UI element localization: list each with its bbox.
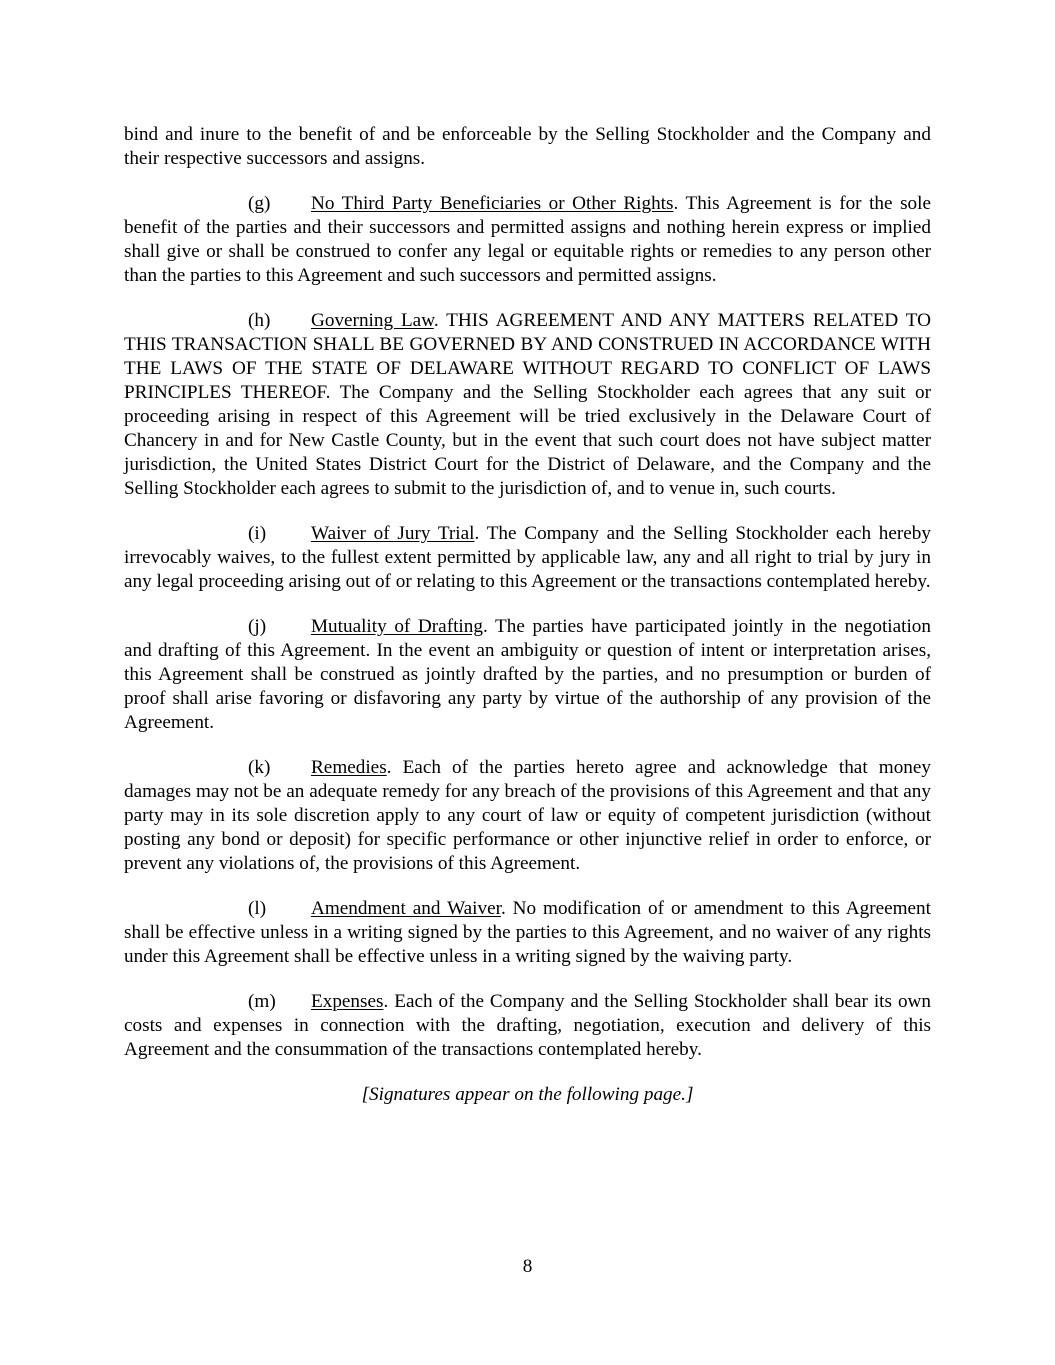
section-k xyxy=(124,756,931,876)
section-heading: Mutuality of Drafting xyxy=(311,616,483,637)
section-heading: Governing Law xyxy=(311,310,434,331)
section-body: . THIS AGREEMENT AND ANY MATTERS RELATED TO THIS TRANSACTION SHALL BE GOVERNED BY AND CONSTRUED IN ACCORDANCE WITH THE LAWS OF THE STATE OF DELAWARE WITHOUT REGARD TO CONFLICT OF LAWS PRINCIPLES THEREOF. The Company and the Selling Stockholder each agrees that any suit or proceeding arising in respect of this Agreement will be tried exclusively in the Delaware Court of Chancery in and for New Castle County, but in the event that such court does not have subject matter jurisdiction, the United States District Court for the District of Delaware, and the Company and the Selling Stockholder each agrees to submit to the jurisdiction of, and to venue in, such courts. xyxy=(124,310,931,499)
page-number: 8 xyxy=(522,1256,533,1277)
signature-note: [Signatures appear on the following page.] xyxy=(361,1084,694,1105)
section-i xyxy=(124,522,931,594)
section-heading: Amendment and Waiver xyxy=(311,898,501,919)
section-h xyxy=(124,309,931,501)
section-l xyxy=(124,897,931,969)
section-j xyxy=(124,615,931,735)
section-m xyxy=(124,990,931,1062)
section-label: (g) xyxy=(248,193,271,214)
section-body: . Each of the parties hereto agree and acknowledge that money damages may not be an adequate remedy for any breach of the provisions of this Agreement and that any party may in its sole discretion apply to any court of law or equity of competent jurisdiction (without posting any bond or deposit) for specific performance or other injunctive relief in order to enforce, or prevent any violations of, the provisions of this Agreement. xyxy=(124,757,931,874)
section-label: (j) xyxy=(248,616,267,637)
section-heading: No Third Party Beneficiaries or Other Rights xyxy=(311,193,674,214)
section-body: . The Company and the Selling Stockholder each hereby irrevocably waives, to the fullest extent permitted by applicable law, any and all right to trial by jury in any legal proceeding arising out of or relating to this Agreement or the transactions contemplated hereby. xyxy=(124,523,931,592)
section-body: . Each of the Company and the Selling Stockholder shall bear its own costs and expenses in connection with the drafting, negotiation, execution and delivery of this Agreement and the consummation of the transactions contemplated hereby. xyxy=(124,991,931,1060)
section-label: (k) xyxy=(248,757,271,778)
section-heading: Expenses xyxy=(311,991,384,1012)
section-body: . The parties have participated jointly in the negotiation and drafting of this Agreement. In the event an ambiguity or question of intent or interpretation arises, this Agreement shall be construed as jointly drafted by the parties, and no presumption or burden of proof shall arise favoring or disfavoring any party by virtue of the authorship of any provision of the Agreement. xyxy=(124,616,931,733)
section-heading: Remedies xyxy=(311,757,387,778)
section-heading: Waiver of Jury Trial xyxy=(311,523,475,544)
section-label: (l) xyxy=(248,898,267,919)
document-page xyxy=(124,123,931,1126)
section-label: (i) xyxy=(248,523,267,544)
section-g xyxy=(124,192,931,288)
section-label: (m) xyxy=(248,991,276,1012)
section-body: . This Agreement is for the sole benefit of the parties and their successors and permitted assigns and nothing herein express or implied shall give or shall be construed to confer any legal or equitable rights or remedies to any person other than the parties to this Agreement and such successors and permitted assigns. xyxy=(124,193,931,286)
section-label: (h) xyxy=(248,310,271,331)
section-body: . No modification of or amendment to this Agreement shall be effective unless in a writing signed by the parties to this Agreement, and no waiver of any rights under this Agreement shall be effective unless in a writing signed by the waiving party. xyxy=(124,898,931,967)
intro-paragraph: bind and inure to the benefit of and be enforceable by the Selling Stockholder and the Company and their respective successors and assigns. xyxy=(124,124,931,169)
